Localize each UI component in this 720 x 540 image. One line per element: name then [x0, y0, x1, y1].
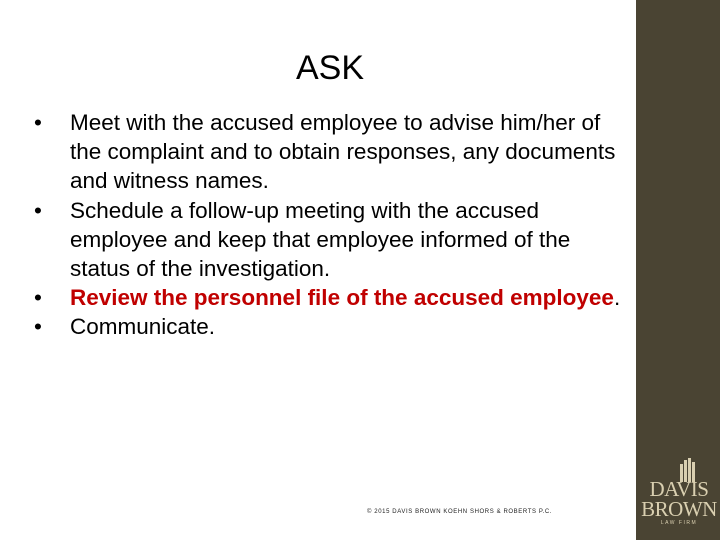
- bullet-list: [34, 108, 624, 342]
- bullet-text-period: .: [613, 285, 621, 311]
- slide-title: ASK: [295, 49, 365, 87]
- logo-word-davis: DAVIS: [649, 477, 709, 501]
- bullet-item: [34, 312, 624, 341]
- bullet-text: Schedule a follow-up meeting with the accused employee and keep that employee informed of the status of the investigation.: [70, 197, 571, 282]
- logo-word-brown: BROWN: [641, 497, 717, 521]
- firm-logo: [640, 458, 718, 528]
- bullet-item: [34, 196, 624, 284]
- bullet-text: Communicate.: [70, 314, 216, 340]
- bullet-dot: •: [34, 285, 42, 311]
- bullet-dot: •: [34, 110, 42, 135]
- bullet-item: [34, 108, 624, 196]
- logo-word-law-firm: LAW FIRM: [660, 520, 698, 526]
- bullet-item-highlighted: [34, 283, 624, 312]
- bullet-text: Meet with the accused employee to advise him/her of the complaint and to obtain responses, any documents and witness names.: [70, 110, 616, 194]
- bullet-dot: •: [34, 197, 42, 223]
- copyright-footer: © 2015 DAVIS BROWN KOEHN SHORS & ROBERTS P.C.: [367, 509, 553, 515]
- bullet-text-highlighted: Review the personnel file of the accused employee: [70, 285, 614, 311]
- bullet-dot: •: [34, 314, 42, 340]
